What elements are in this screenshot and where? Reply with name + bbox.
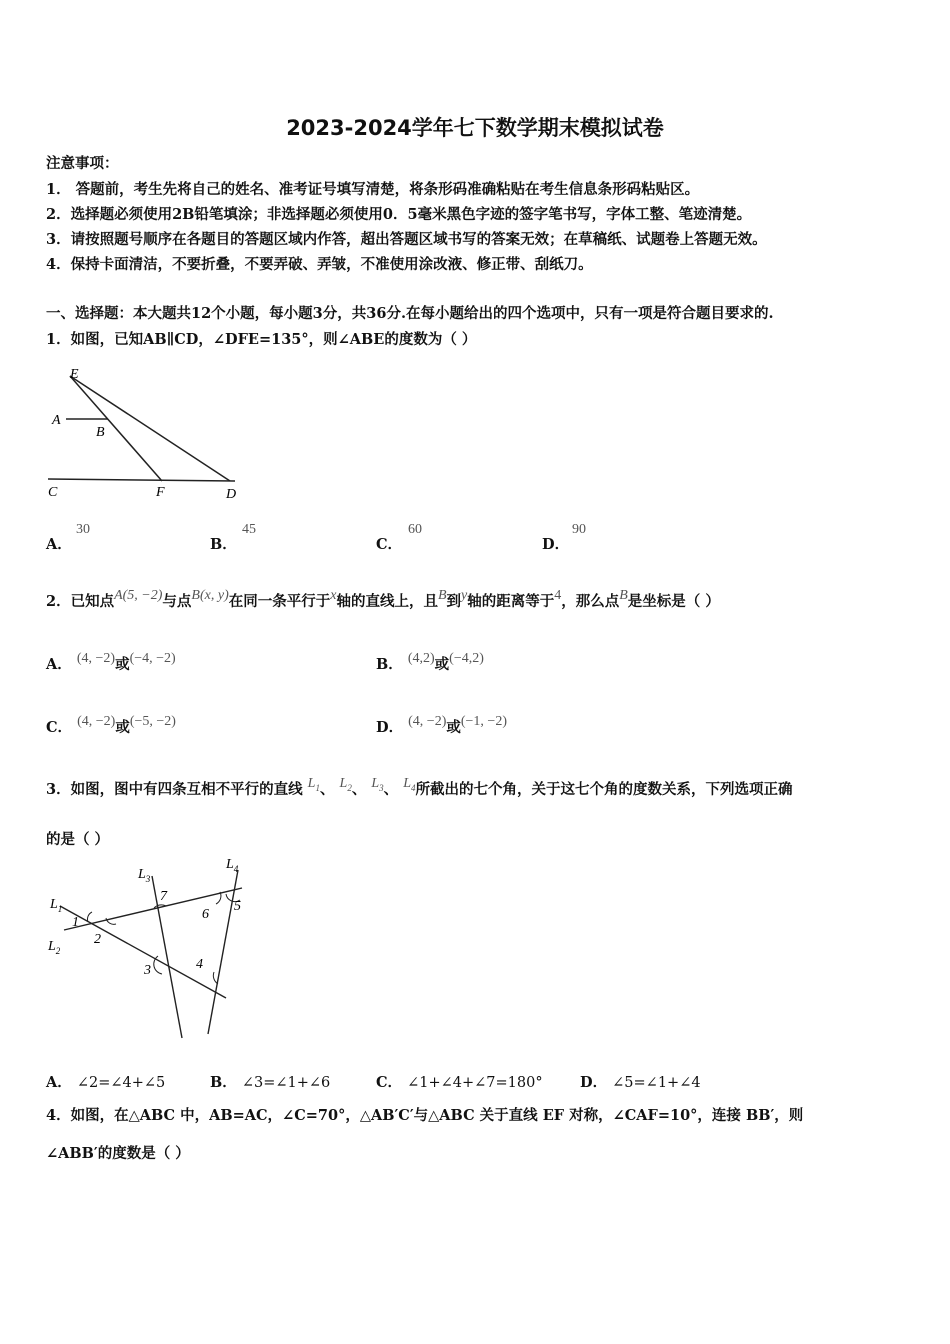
q1-option-b-value: 45 (242, 522, 256, 537)
notice-item-2: 2．选择题必须使用2B铅笔填涂；非选择题必须使用0．5毫米黑色字迹的签字笔书写，字体工整、笔迹清楚。 (46, 206, 752, 223)
label-d: D (226, 487, 237, 502)
q3-option-d[interactable]: D． ∠5=∠1+∠4 (580, 1074, 701, 1091)
label-b: B (96, 425, 105, 440)
label-f: F (156, 485, 165, 500)
q3-stem-line2: 的是（ ） (46, 831, 110, 848)
q1-option-a-label[interactable]: A． (46, 536, 72, 553)
q1-stem: 1．如图，已知AB∥CD，∠DFE=135°，则∠ABE的度数为（ ） (46, 331, 477, 348)
q2-stem: 2．已知点A(5, −2)与点B(x, y)在同一条平行于x轴的直线上，且B到y轴的距离等于4，那么点B是坐标是（ ） (46, 588, 720, 610)
label-c: C (48, 485, 58, 500)
angle-5-label: 5 (234, 899, 241, 914)
q3-figure (40, 852, 260, 1052)
notice-item-4: 4．保持卡面清洁，不要折叠，不要弄破、弄皱，不准使用涂改液、修正带、刮纸刀。 (46, 256, 593, 273)
q4-stem-line1: 4．如图，在△ABC 中，AB=AC，∠C=70°，△AB′C′与△ABC 关于直线 EF 对称，∠CAF=10°，连接 BB′，则 (46, 1107, 804, 1124)
q1-option-c-value: 60 (408, 522, 422, 537)
angle-7-label: 7 (160, 889, 167, 904)
q3-stem-line1: 3．如图，图中有四条互相不平行的直线 $L_1$、 $L_2$、 $L_3$、 $L_4$所截出的七个角，关于这七个角的度数关系，下列选项正确 (46, 776, 793, 798)
line-l1 (64, 888, 242, 930)
label-l1: $L_1$ (50, 897, 63, 914)
angle-4-label: 4 (196, 957, 203, 972)
q2-option-b[interactable]: B． (4,2)或(−4,2) (376, 651, 484, 673)
label-e: E (70, 367, 79, 382)
q1-option-c-label[interactable]: C． (376, 536, 403, 553)
q3-option-a[interactable]: A． ∠2=∠4+∠5 (46, 1074, 166, 1091)
angle-6-label: 6 (202, 907, 209, 922)
q2-option-d[interactable]: D． (4, −2)或(−1, −2) (376, 714, 507, 736)
q1-figure (40, 360, 260, 510)
q2-option-a[interactable]: A． (4, −2)或(−4, −2) (46, 651, 176, 673)
line-cd (48, 479, 235, 481)
notice-item-1: 1． 答题前，考生先将自己的姓名、准考证号填写清楚，将条形码准确粘贴在考生信息条形码粘贴区。 (46, 181, 700, 198)
notice-item-3: 3．请按照题号顺序在各题目的答题区域内作答，超出答题区域书写的答案无效；在草稿纸、试题卷上答题无效。 (46, 231, 767, 248)
q4-stem-line2: ∠ABB′的度数是（ ） (46, 1145, 190, 1162)
angle-3-label: 3 (144, 963, 151, 978)
label-l4: $L_4$ (226, 857, 239, 874)
page-title: 2023-2024学年七下数学期末模拟试卷 (286, 116, 664, 140)
q1-option-b-label[interactable]: B． (210, 536, 237, 553)
section-heading: 一、选择题：本大题共12个小题，每小题3分，共36分.在每小题给出的四个选项中，只有一项是符合题目要求的. (46, 305, 774, 322)
q3-option-b[interactable]: B． ∠3=∠1+∠6 (210, 1074, 331, 1091)
q1-option-d-value: 90 (572, 522, 586, 537)
q2-option-c[interactable]: C． (4, −2)或(−5, −2) (46, 714, 176, 736)
q1-option-d-label[interactable]: D． (542, 536, 570, 553)
label-l2: $L_2$ (48, 939, 61, 956)
line-ed (70, 376, 230, 481)
label-l3: $L_3$ (138, 867, 151, 884)
q3-option-c[interactable]: C． ∠1+∠4+∠7=180° (376, 1074, 543, 1091)
angle-1-label: 1 (72, 915, 79, 930)
q1-option-a-value: 30 (76, 522, 90, 537)
notice-heading: 注意事项： (46, 155, 119, 172)
angle-2-label: 2 (94, 932, 101, 947)
label-a: A (52, 413, 61, 428)
line-ef (70, 376, 162, 481)
